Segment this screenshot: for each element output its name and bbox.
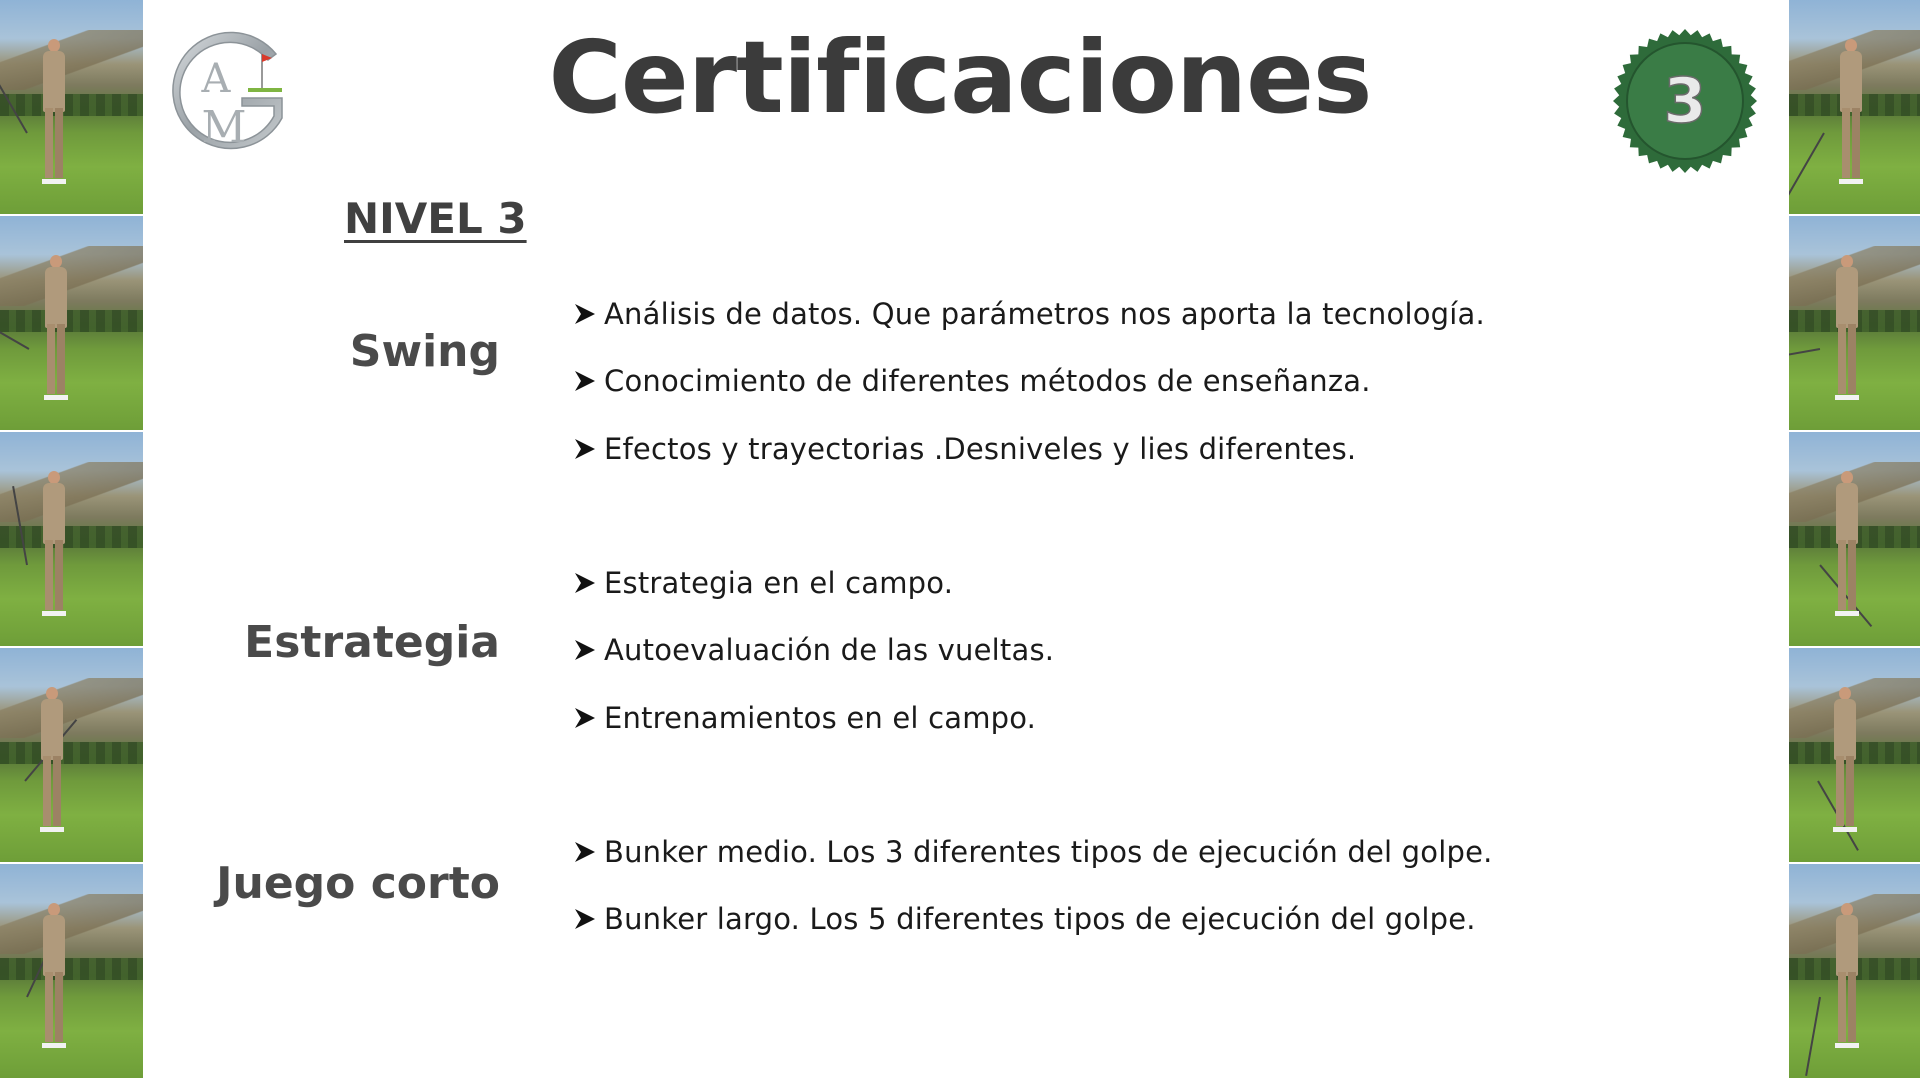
left-photo-strip	[0, 0, 143, 1080]
golfer-figure	[1833, 471, 1859, 617]
golfer-photo	[0, 216, 143, 432]
golfer-photo	[1789, 432, 1920, 648]
golfer-photo	[1789, 864, 1920, 1080]
golfer-photo	[1789, 216, 1920, 432]
right-photo-strip	[1789, 0, 1920, 1080]
golfer-figure	[1833, 903, 1859, 1049]
svg-text:M: M	[201, 102, 247, 153]
swing-list	[572, 280, 1485, 483]
golfer-photo	[1789, 648, 1920, 864]
list-item: Análisis de datos. Que parámetros nos aporta la tecnología.	[572, 280, 1485, 348]
arrow-bullet-icon	[572, 301, 598, 327]
list-item: Autoevaluación de las vueltas.	[572, 617, 1054, 685]
section-label-swing: Swing	[349, 326, 500, 377]
svg-text:A: A	[201, 56, 231, 102]
golfer-photo	[0, 864, 143, 1080]
golfer-figure	[40, 39, 66, 185]
golfer-figure	[40, 471, 66, 617]
arrow-bullet-icon	[572, 637, 598, 663]
estrategia-list	[572, 549, 1054, 752]
golfer-figure	[1831, 687, 1857, 833]
golfer-photo	[0, 648, 143, 864]
arrow-bullet-icon	[572, 705, 598, 731]
list-item: Bunker medio. Los 3 diferentes tipos de ejecución del golpe.	[572, 818, 1493, 886]
list-item: Entrenamientos en el campo.	[572, 684, 1054, 752]
list-item: Estrategia en el campo.	[572, 549, 1054, 617]
arrow-bullet-icon	[572, 906, 598, 932]
section-label-estrategia: Estrategia	[244, 617, 500, 668]
golfer-figure	[38, 687, 64, 833]
arrow-bullet-icon	[572, 368, 598, 394]
level-badge	[1610, 26, 1760, 176]
golfer-figure	[42, 255, 68, 401]
arrow-bullet-icon	[572, 839, 598, 865]
golfer-figure	[40, 903, 66, 1049]
golfer-photo	[0, 432, 143, 648]
arrow-bullet-icon	[572, 570, 598, 596]
list-item: Bunker largo. Los 5 diferentes tipos de ejecución del golpe.	[572, 886, 1493, 954]
golfer-figure	[1833, 255, 1859, 401]
list-item: Efectos y trayectorias .Desniveles y lies diferentes.	[572, 415, 1485, 483]
page-title: Certificaciones	[548, 19, 1372, 136]
section-label-juego-corto: Juego corto	[216, 858, 500, 909]
badge-number: 3	[1663, 64, 1707, 137]
list-item: Conocimiento de diferentes métodos de enseñanza.	[572, 348, 1485, 416]
juego-corto-list	[572, 818, 1493, 953]
golfer-figure	[1837, 39, 1863, 185]
level-heading: NIVEL 3	[344, 194, 527, 243]
arrow-bullet-icon	[572, 436, 598, 462]
